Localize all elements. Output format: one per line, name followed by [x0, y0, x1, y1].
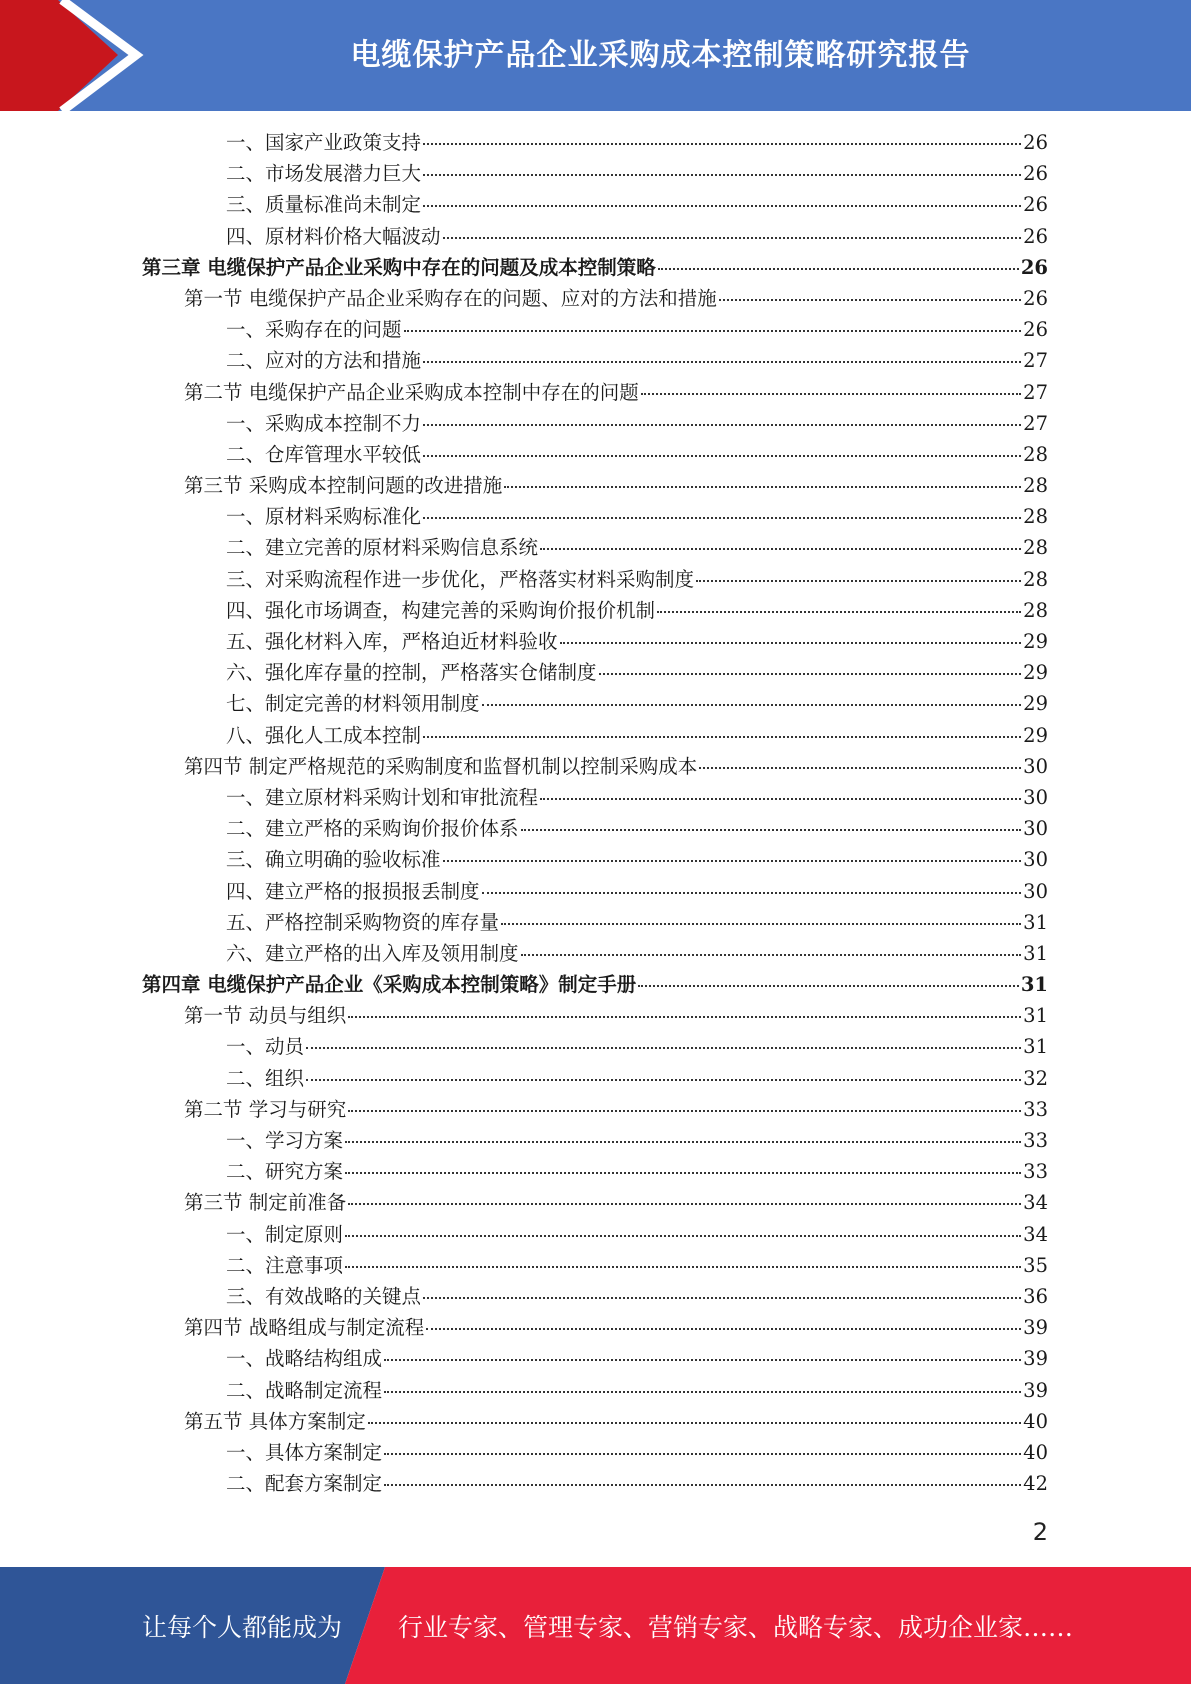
- toc-entry[interactable]: [142, 938, 1048, 969]
- toc-entry[interactable]: [142, 907, 1048, 938]
- toc-entry[interactable]: [142, 1187, 1048, 1218]
- toc-entry[interactable]: [142, 564, 1048, 595]
- toc-entry-title: 三、确立明确的验收标准: [226, 848, 441, 872]
- toc-entry-page: 36: [1023, 1284, 1048, 1308]
- toc-entry-page: 26: [1023, 131, 1048, 154]
- toc-entry-page: 28: [1023, 505, 1048, 529]
- toc-dot-leader: [345, 1141, 1021, 1143]
- toc-entry-title: 六、建立严格的出入库及领用制度: [226, 941, 519, 965]
- toc-entry[interactable]: [142, 532, 1048, 563]
- toc-dot-leader: [423, 205, 1021, 207]
- toc-entry-page: 30: [1023, 817, 1048, 841]
- toc-dot-leader: [423, 1297, 1021, 1299]
- toc-entry-page: 35: [1023, 1253, 1048, 1277]
- toc-entry-page: 27: [1023, 411, 1048, 435]
- toc-dot-leader: [599, 673, 1022, 675]
- toc-entry-title: 五、强化材料入库，严格迫近材料验收: [226, 630, 558, 653]
- toc-dot-leader: [345, 1235, 1021, 1237]
- toc-entry[interactable]: [142, 782, 1048, 813]
- toc-entry-title: 第一节 电缆保护产品企业采购存在的问题、应对的方法和措施: [184, 286, 717, 310]
- toc-entry[interactable]: [142, 844, 1048, 875]
- toc-entry-title: 第二节 学习与研究: [184, 1097, 347, 1121]
- toc-dot-leader: [696, 580, 1021, 582]
- toc-entry-title: 三、质量标准尚未制定: [226, 193, 422, 217]
- toc-dot-leader: [423, 517, 1021, 519]
- toc-entry-title: 第一节 动员与组织: [184, 1004, 347, 1028]
- toc-entry-page: 32: [1023, 1066, 1048, 1090]
- toc-entry-page: 29: [1023, 630, 1048, 653]
- toc-dot-leader: [384, 1359, 1021, 1361]
- toc-entry[interactable]: [142, 1375, 1048, 1406]
- toc-entry[interactable]: [142, 1156, 1048, 1187]
- toc-dot-leader: [423, 455, 1021, 457]
- toc-entry-title: 二、建立严格的采购询价报价体系: [226, 817, 519, 841]
- toc-entry[interactable]: [142, 127, 1048, 158]
- toc-entry-page: 40: [1023, 1440, 1048, 1464]
- toc-entry[interactable]: [142, 1000, 1048, 1031]
- toc-entry-page: 28: [1023, 567, 1048, 591]
- toc-dot-leader: [345, 1266, 1021, 1268]
- toc-dot-leader: [306, 1079, 1021, 1081]
- toc-dot-leader: [348, 1110, 1021, 1112]
- toc-entry-title: 二、研究方案: [226, 1160, 344, 1184]
- toc-dot-leader: [368, 1422, 1021, 1424]
- toc-entry-title: 第四章 电缆保护产品企业《采购成本控制策略》制定手册: [142, 973, 637, 997]
- toc-entry-page: 39: [1023, 1347, 1048, 1371]
- toc-dot-leader: [501, 923, 1021, 925]
- toc-entry-title: 二、建立完善的原材料采购信息系统: [226, 536, 539, 560]
- toc-entry-page: 26: [1023, 318, 1048, 342]
- toc-entry-title: 一、制定原则: [226, 1222, 344, 1246]
- toc-entry-title: 二、注意事项: [226, 1253, 344, 1277]
- toc-entry-page: 28: [1023, 536, 1048, 560]
- toc-entry-page: 40: [1023, 1409, 1048, 1433]
- toc-entry-page: 28: [1023, 598, 1048, 622]
- toc-entry[interactable]: [142, 1343, 1048, 1374]
- toc-entry-page: 39: [1023, 1378, 1048, 1402]
- toc-entry-page: 34: [1023, 1191, 1048, 1215]
- toc-entry[interactable]: [142, 252, 1048, 283]
- toc-entry[interactable]: [142, 1125, 1048, 1156]
- toc-entry[interactable]: [142, 720, 1048, 751]
- toc-dot-leader: [384, 1484, 1021, 1486]
- toc-entry[interactable]: [142, 969, 1048, 1000]
- toc-entry[interactable]: [142, 377, 1048, 408]
- toc-entry[interactable]: [142, 813, 1048, 844]
- toc-dot-leader: [560, 642, 1022, 644]
- toc-dot-leader: [504, 486, 1021, 488]
- toc-entry[interactable]: [142, 876, 1048, 907]
- toc-entry-title: 一、建立原材料采购计划和审批流程: [226, 785, 539, 809]
- table-of-contents: [142, 127, 1048, 1499]
- toc-entry-title: 三、对采购流程作进一步优化，严格落实材料采购制度: [226, 567, 695, 591]
- toc-entry-page: 28: [1023, 442, 1048, 466]
- toc-entry-page: 26: [1023, 224, 1048, 248]
- toc-entry-page: 26: [1023, 193, 1048, 217]
- toc-entry-page: 29: [1023, 692, 1048, 716]
- toc-entry-page: 31: [1023, 1004, 1048, 1028]
- toc-entry-page: 33: [1023, 1097, 1048, 1121]
- toc-entry-title: 一、学习方案: [226, 1129, 344, 1152]
- toc-entry-page: 26: [1023, 286, 1048, 310]
- toc-entry-title: 三、有效战略的关键点: [226, 1284, 422, 1308]
- toc-dot-leader: [426, 1328, 1021, 1330]
- toc-entry-page: 30: [1023, 785, 1048, 809]
- toc-entry-title: 六、强化库存量的控制，严格落实仓储制度: [226, 661, 597, 685]
- toc-entry-page: 33: [1023, 1129, 1048, 1152]
- toc-dot-leader: [345, 1172, 1021, 1174]
- toc-dot-leader: [482, 704, 1022, 706]
- toc-entry-title: 二、配套方案制定: [226, 1472, 383, 1496]
- toc-entry[interactable]: [142, 751, 1048, 782]
- toc-dot-leader: [540, 798, 1021, 800]
- toc-entry[interactable]: [142, 1250, 1048, 1281]
- toc-entry-title: 第三节 采购成本控制问题的改进措施: [184, 474, 503, 498]
- toc-entry[interactable]: [142, 314, 1048, 345]
- toc-entry-page: 30: [1023, 879, 1048, 903]
- toc-entry-page: 34: [1023, 1222, 1048, 1246]
- toc-entry-page: 26: [1020, 255, 1048, 279]
- footer-slogan-left: 让每个人都能成为: [142, 1612, 343, 1642]
- toc-entry-title: 八、强化人工成本控制: [226, 723, 422, 747]
- toc-entry-page: 31: [1023, 941, 1048, 965]
- toc-entry-title: 一、具体方案制定: [226, 1440, 383, 1464]
- toc-entry-title: 四、原材料价格大幅波动: [226, 224, 441, 248]
- toc-dot-leader: [306, 1047, 1021, 1049]
- toc-entry-title: 第四节 制定严格规范的采购制度和监督机制以控制采购成本: [184, 754, 698, 778]
- page-number: 2: [1032, 1518, 1048, 1546]
- toc-dot-leader: [348, 1016, 1021, 1018]
- toc-dot-leader: [443, 237, 1022, 239]
- toc-dot-leader: [699, 767, 1021, 769]
- toc-entry-title: 七、制定完善的材料领用制度: [226, 692, 480, 716]
- toc-entry[interactable]: [142, 1437, 1048, 1468]
- toc-dot-leader: [521, 954, 1022, 956]
- toc-entry-title: 第五节 具体方案制定: [184, 1409, 366, 1433]
- document-title: 电缆保护产品企业采购成本控制策略研究报告: [350, 38, 971, 73]
- toc-entry[interactable]: [142, 283, 1048, 314]
- toc-entry-title: 第四节 战略组成与制定流程: [184, 1316, 425, 1340]
- toc-entry[interactable]: [142, 1281, 1048, 1312]
- toc-entry[interactable]: [142, 657, 1048, 688]
- toc-entry-title: 一、战略结构组成: [226, 1347, 383, 1371]
- toc-entry-page: 31: [1020, 973, 1048, 997]
- toc-entry-title: 第三节 制定前准备: [184, 1191, 347, 1215]
- toc-entry-page: 31: [1023, 1035, 1048, 1059]
- toc-dot-leader: [423, 361, 1021, 363]
- toc-entry[interactable]: [142, 595, 1048, 626]
- toc-dot-leader: [423, 736, 1021, 738]
- toc-entry[interactable]: [142, 1031, 1048, 1062]
- toc-dot-leader: [638, 985, 1019, 987]
- toc-entry[interactable]: [142, 501, 1048, 532]
- toc-dot-leader: [404, 330, 1022, 332]
- toc-entry-title: 一、动员: [226, 1035, 305, 1059]
- toc-dot-leader: [384, 1391, 1021, 1393]
- toc-entry-title: 四、强化市场调查，构建完善的采购询价报价机制: [226, 598, 656, 622]
- toc-dot-leader: [482, 892, 1022, 894]
- toc-entry-page: 42: [1023, 1472, 1048, 1496]
- toc-entry[interactable]: [142, 439, 1048, 470]
- toc-entry[interactable]: [142, 1468, 1048, 1499]
- toc-entry-page: 29: [1023, 723, 1048, 747]
- toc-entry[interactable]: [142, 158, 1048, 189]
- toc-entry-title: 一、采购存在的问题: [226, 318, 402, 342]
- toc-entry[interactable]: [142, 221, 1048, 252]
- toc-entry-page: 30: [1023, 848, 1048, 872]
- toc-entry-page: 29: [1023, 661, 1048, 685]
- toc-entry[interactable]: [142, 408, 1048, 439]
- footer-slogan-right: 行业专家、管理专家、营销专家、战略专家、成功企业家……: [398, 1612, 1074, 1642]
- toc-entry-page: 28: [1023, 474, 1048, 498]
- toc-entry[interactable]: [142, 688, 1048, 719]
- toc-entry-page: 30: [1023, 754, 1048, 778]
- toc-entry-title: 二、应对的方法和措施: [226, 349, 422, 373]
- toc-entry[interactable]: [142, 1406, 1048, 1437]
- toc-entry-page: 39: [1023, 1316, 1048, 1340]
- toc-dot-leader: [540, 548, 1021, 550]
- toc-entry-title: 第三章 电缆保护产品企业采购中存在的问题及成本控制策略: [142, 255, 656, 279]
- toc-entry[interactable]: [142, 470, 1048, 501]
- toc-entry-title: 二、战略制定流程: [226, 1378, 383, 1402]
- toc-dot-leader: [443, 860, 1022, 862]
- toc-dot-leader: [348, 1203, 1021, 1205]
- toc-dot-leader: [423, 424, 1021, 426]
- toc-entry-page: 26: [1023, 162, 1048, 186]
- toc-entry[interactable]: [142, 626, 1048, 657]
- toc-entry-page: 27: [1023, 349, 1048, 373]
- page-footer: [0, 1567, 1191, 1684]
- toc-dot-leader: [658, 268, 1019, 270]
- toc-entry-page: 27: [1023, 380, 1048, 404]
- toc-entry-title: 二、仓库管理水平较低: [226, 442, 422, 466]
- toc-entry[interactable]: [142, 1312, 1048, 1343]
- toc-entry-title: 第二节 电缆保护产品企业采购成本控制中存在的问题: [184, 380, 639, 404]
- toc-entry[interactable]: [142, 345, 1048, 376]
- toc-entry-page: 33: [1023, 1160, 1048, 1184]
- toc-entry-title: 一、采购成本控制不力: [226, 411, 422, 435]
- toc-dot-leader: [521, 829, 1022, 831]
- toc-entry-title: 四、建立严格的报损报丢制度: [226, 879, 480, 903]
- toc-dot-leader: [423, 174, 1021, 176]
- toc-dot-leader: [384, 1453, 1021, 1455]
- toc-entry-title: 一、原材料采购标准化: [226, 505, 422, 529]
- toc-entry-title: 五、严格控制采购物资的库存量: [226, 910, 500, 934]
- page-header: [0, 0, 1191, 111]
- toc-entry[interactable]: [142, 189, 1048, 220]
- toc-entry-page: 31: [1023, 910, 1048, 934]
- toc-dot-leader: [641, 393, 1021, 395]
- toc-entry[interactable]: [142, 1219, 1048, 1250]
- toc-dot-leader: [423, 143, 1021, 145]
- toc-dot-leader: [657, 611, 1021, 613]
- toc-entry-title: 二、组织: [226, 1066, 305, 1090]
- toc-entry[interactable]: [142, 1063, 1048, 1094]
- toc-dot-leader: [719, 299, 1021, 301]
- toc-entry[interactable]: [142, 1094, 1048, 1125]
- toc-entry-title: 一、国家产业政策支持: [226, 131, 422, 154]
- toc-entry-title: 二、市场发展潜力巨大: [226, 162, 422, 186]
